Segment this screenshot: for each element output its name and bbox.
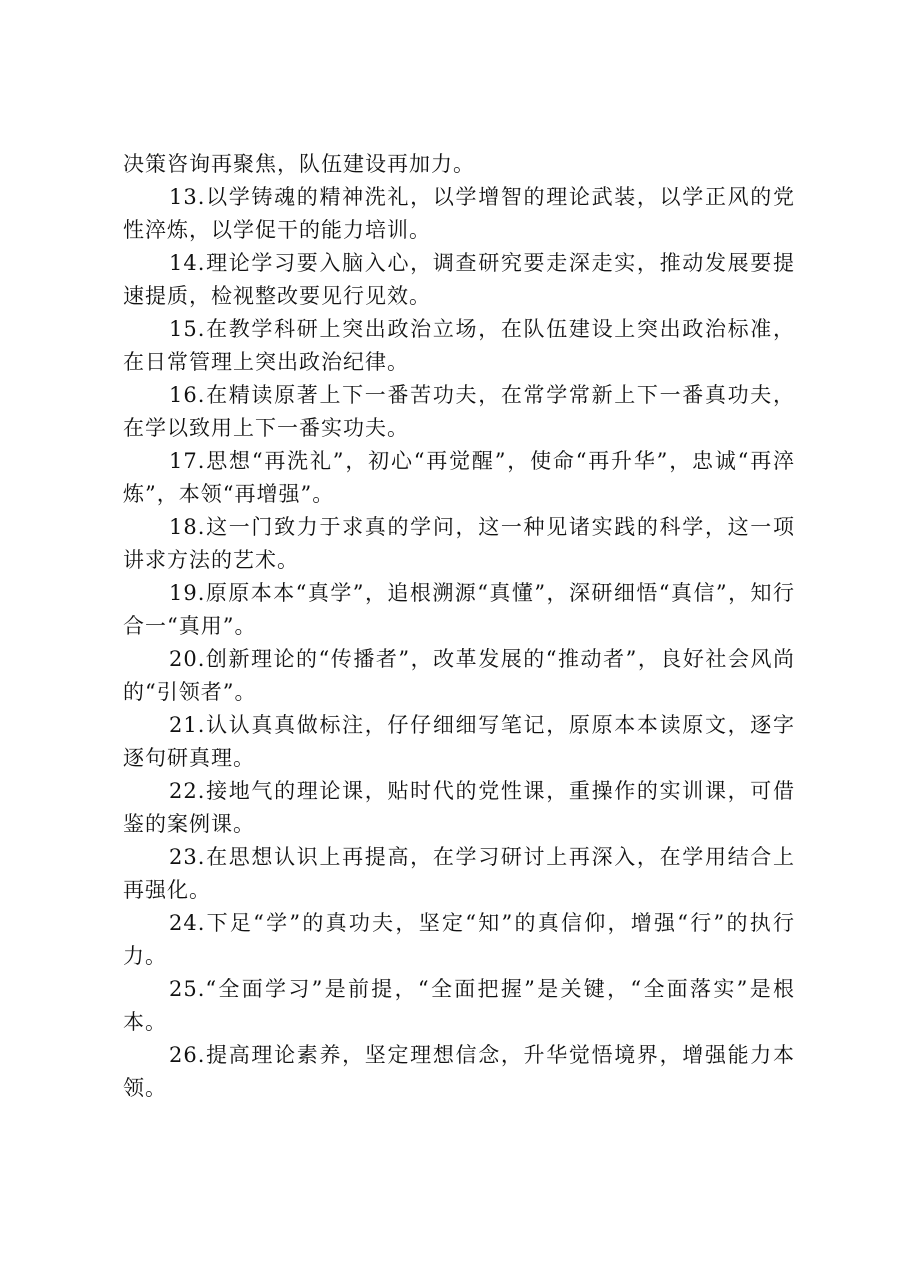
paragraph-24: 24.下足“学”的真功夫，坚定“知”的真信仰，增强“行”的执行力。 [123,911,795,968]
paragraph-22: 22.接地气的理论课，贴时代的党性课，重操作的实训课，可借鉴的案例课。 [123,779,795,836]
paragraph-19: 19.原原本本“真学”，追根溯源“真懂”，深研细悟“真信”，知行合一“真用”。 [123,581,795,638]
paragraph-13: 13.以学铸魂的精神洗礼，以学增智的理论武装，以学正风的党性淬炼，以学促干的能力培训。 [123,185,795,242]
paragraph-14: 14.理论学习要入脑入心，调查研究要走深走实，推动发展要提速提质，检视整改要见行见效。 [123,251,795,308]
paragraph-17: 17.思想“再洗礼”，初心“再觉醒”，使命“再升华”，忠诚“再淬炼”，本领“再增强”。 [123,449,795,506]
paragraph-continuation: 决策咨询再聚焦，队伍建设再加力。 [123,152,475,176]
paragraph-21: 21.认认真真做标注，仔仔细细写笔记，原原本本读原文，逐字逐句研真理。 [123,713,795,770]
paragraph-20: 20.创新理论的“传播者”，改革发展的“推动者”，良好社会风尚的“引领者”。 [123,647,795,704]
paragraph-16: 16.在精读原著上下一番苦功夫，在常学常新上下一番真功夫，在学以致用上下一番实功夫。 [123,383,795,440]
paragraph-18: 18.这一门致力于求真的学问，这一种见诸实践的科学，这一项讲求方法的艺术。 [123,515,795,572]
paragraph-15: 15.在教学科研上突出政治立场，在队伍建设上突出政治标准，在日常管理上突出政治纪律。 [123,317,795,374]
paragraph-25: 25.“全面学习”是前提，“全面把握”是关键，“全面落实”是根本。 [123,977,795,1034]
paragraph-23: 23.在思想认识上再提高，在学习研讨上再深入，在学用结合上再强化。 [123,845,795,902]
document-body [123,148,795,1105]
paragraph-26: 26.提高理论素养，坚定理想信念，升华觉悟境界，增强能力本领。 [123,1043,795,1100]
